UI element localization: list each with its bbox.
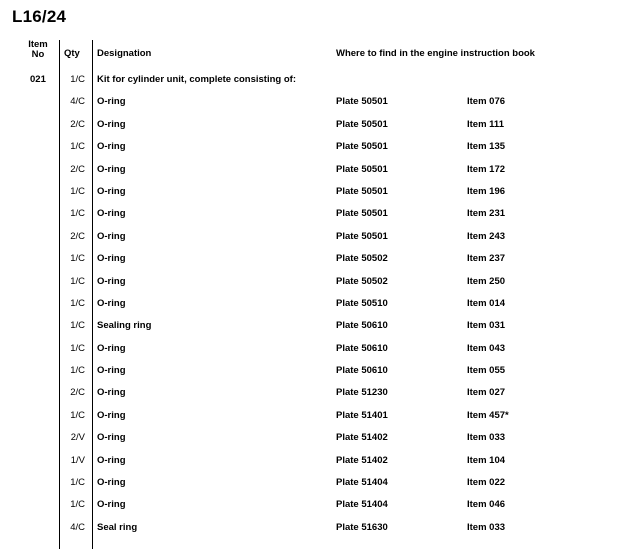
row-plate: Plate 50501 [336, 185, 388, 197]
row-qty: 1/V [70, 454, 85, 466]
row-plate: Plate 50501 [336, 141, 388, 153]
row-designation: O-ring [97, 387, 126, 399]
header-item-line2: No [31, 49, 45, 60]
table-row [0, 137, 628, 159]
row-plate: Plate 51402 [336, 454, 388, 466]
table-row [0, 473, 628, 495]
row-item: Item 237 [467, 253, 506, 265]
row-qty: 2/C [70, 118, 85, 130]
row-plate: Plate 51402 [336, 432, 388, 444]
row-plate: Plate 51401 [336, 409, 388, 421]
row-designation: O-ring [97, 185, 126, 197]
row-designation: O-ring [97, 96, 126, 108]
row-item: Item 076 [467, 96, 506, 108]
row-item: Item 033 [467, 521, 506, 533]
table-row [0, 495, 628, 517]
row-item: Item 111 [467, 118, 504, 130]
row-qty: 4/C [70, 96, 85, 108]
row-designation: O-ring [97, 118, 126, 130]
table-row [0, 451, 628, 473]
row-plate: Plate 51404 [336, 477, 388, 489]
row-item: Item 104 [467, 454, 506, 466]
row-qty: 4/C [70, 521, 85, 533]
row-qty: 2/V [70, 432, 85, 444]
row-plate: Plate 50501 [336, 118, 388, 130]
table-row [0, 249, 628, 271]
row-plate: Plate 50501 [336, 208, 388, 220]
row-item: Item 250 [467, 275, 506, 287]
row-item: Item 196 [467, 185, 506, 197]
row-item: Item 043 [467, 342, 506, 354]
row-designation: O-ring [97, 365, 126, 377]
kit-row [0, 70, 628, 92]
row-qty: 1/C [70, 297, 85, 309]
row-plate: Plate 50610 [336, 342, 388, 354]
row-designation: O-ring [97, 409, 126, 421]
kit-item-no: 021 [30, 74, 46, 85]
row-qty: 1/C [70, 208, 85, 220]
row-designation: Sealing ring [97, 320, 152, 332]
row-item: Item 135 [467, 141, 506, 153]
page-title: L16/24 [12, 7, 67, 26]
row-item: Item 055 [467, 365, 506, 377]
row-designation: O-ring [97, 230, 126, 242]
row-qty: 1/C [70, 320, 85, 332]
row-plate: Plate 51404 [336, 499, 388, 511]
table-row [0, 182, 628, 204]
row-plate: Plate 50610 [336, 320, 388, 332]
row-qty: 1/C [70, 342, 85, 354]
table-row [0, 361, 628, 383]
row-plate: Plate 50502 [336, 275, 388, 287]
row-qty: 1/C [70, 477, 85, 489]
row-plate: Plate 50510 [336, 297, 388, 309]
header-designation: Designation [97, 48, 152, 59]
row-plate: Plate 51230 [336, 387, 388, 399]
row-qty: 1/C [70, 499, 85, 511]
row-qty: 1/C [70, 365, 85, 377]
table-row [0, 115, 628, 137]
header-item-no [22, 40, 54, 60]
table-row [0, 92, 628, 114]
row-designation: O-ring [97, 432, 126, 444]
table-row [0, 294, 628, 316]
row-qty: 2/C [70, 230, 85, 242]
row-qty: 1/C [70, 275, 85, 287]
header-qty: Qty [64, 48, 80, 59]
table-row [0, 406, 628, 428]
row-plate: Plate 51630 [336, 521, 388, 533]
table-row [0, 316, 628, 338]
row-designation: O-ring [97, 253, 126, 265]
row-plate: Plate 50501 [336, 96, 388, 108]
row-designation: O-ring [97, 208, 126, 220]
parts-table [0, 70, 628, 540]
table-row [0, 227, 628, 249]
row-designation: O-ring [97, 141, 126, 153]
row-item: Item 014 [467, 297, 506, 309]
row-item: Item 031 [467, 320, 506, 332]
row-item: Item 033 [467, 432, 506, 444]
kit-designation: Kit for cylinder unit, complete consisting of: [97, 74, 296, 85]
row-item: Item 046 [467, 499, 506, 511]
row-item: Item 027 [467, 387, 506, 399]
table-row [0, 518, 628, 540]
row-qty: 1/C [70, 253, 85, 265]
row-designation: O-ring [97, 163, 126, 175]
row-qty: 1/C [70, 141, 85, 153]
row-qty: 2/C [70, 387, 85, 399]
row-item: Item 022 [467, 477, 506, 489]
row-qty: 1/C [70, 409, 85, 421]
row-designation: O-ring [97, 454, 126, 466]
table-row [0, 204, 628, 226]
table-row [0, 339, 628, 361]
row-plate: Plate 50502 [336, 253, 388, 265]
kit-qty: 1/C [70, 74, 85, 85]
row-plate: Plate 50501 [336, 163, 388, 175]
table-row [0, 272, 628, 294]
row-item: Item 457* [467, 409, 509, 421]
row-item: Item 243 [467, 230, 506, 242]
table-row [0, 383, 628, 405]
row-item: Item 231 [467, 208, 506, 220]
row-qty: 1/C [70, 185, 85, 197]
row-plate: Plate 50610 [336, 365, 388, 377]
row-qty: 2/C [70, 163, 85, 175]
table-row [0, 428, 628, 450]
row-designation: O-ring [97, 499, 126, 511]
row-plate: Plate 50501 [336, 230, 388, 242]
header-item-line1: Item [28, 39, 48, 50]
row-designation: O-ring [97, 275, 126, 287]
row-designation: O-ring [97, 477, 126, 489]
row-designation: O-ring [97, 342, 126, 354]
row-designation: O-ring [97, 297, 126, 309]
table-row [0, 160, 628, 182]
row-item: Item 172 [467, 163, 506, 175]
row-designation: Seal ring [97, 521, 138, 533]
header-where-to-find: Where to find in the engine instruction book [336, 48, 535, 59]
